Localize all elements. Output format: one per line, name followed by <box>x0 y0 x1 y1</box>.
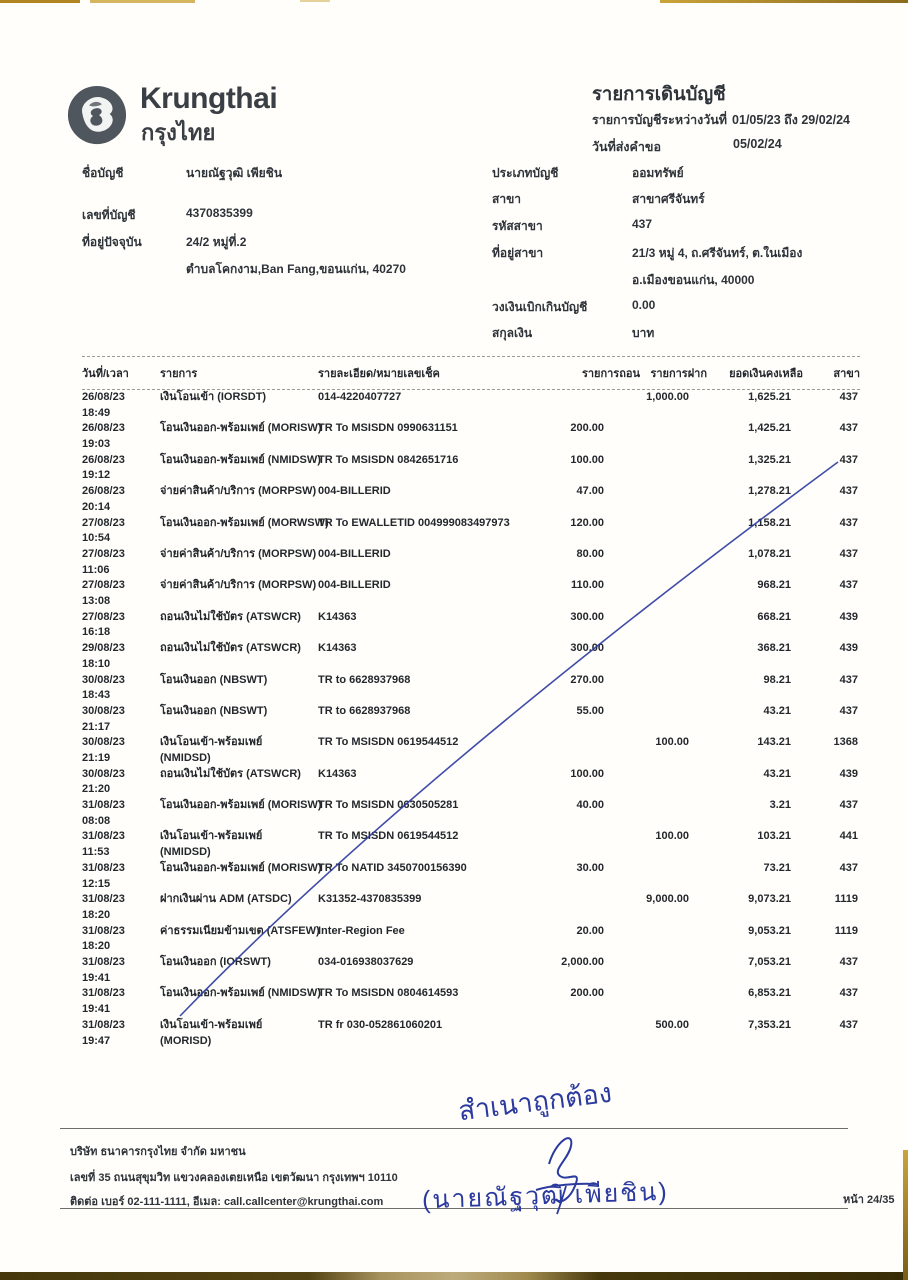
account-address-label: ที่อยู่ปัจจุบัน <box>82 235 142 249</box>
txn-description-2: (NMIDSD) <box>160 846 211 859</box>
txn-withdrawal: 200.00 <box>570 987 604 1000</box>
txn-branch: 437 <box>839 579 858 592</box>
txn-branch: 437 <box>839 987 858 1000</box>
transaction-table <box>82 356 860 1049</box>
txn-description: ฝากเงินผ่าน ADM (ATSDC) <box>160 893 292 906</box>
txn-description: เงินโอนเข้า (IORSDT) <box>160 391 267 403</box>
txn-branch: 437 <box>839 547 858 560</box>
currency-label: สกุลเงิน <box>492 326 533 340</box>
txn-date: 27/08/23 <box>82 547 125 560</box>
transaction-row <box>82 516 860 547</box>
transaction-row <box>82 390 860 421</box>
txn-balance: 1,078.21 <box>748 547 791 560</box>
currency-row <box>492 324 654 343</box>
transaction-row <box>82 767 860 798</box>
txn-balance: 7,353.21 <box>748 1018 791 1031</box>
account-address-line1: 24/2 หมู่ที่.2 <box>186 235 247 249</box>
txn-balance: 43.21 <box>763 767 791 780</box>
transaction-row <box>82 1018 860 1049</box>
footer-address: เลขที่ 35 ถนนสุขุมวิท แขวงคลองเตยเหนือ เขตวัฒนา กรุงเทพฯ 10110 <box>70 1172 398 1184</box>
txn-detail: 004-BILLERID <box>318 547 391 560</box>
txn-time: 11:06 <box>82 563 110 576</box>
txn-branch: 437 <box>839 485 858 498</box>
txn-date: 31/08/23 <box>82 924 125 937</box>
txn-detail: TR To NATID 3450700156390 <box>318 861 467 874</box>
transaction-row <box>82 798 860 829</box>
txn-detail: 004-BILLERID <box>318 485 391 498</box>
txn-branch: 437 <box>839 704 858 717</box>
txn-balance: 7,053.21 <box>748 956 791 969</box>
txn-detail: TR To MSISDN 0842651716 <box>318 453 459 466</box>
txn-balance: 9,073.21 <box>748 893 791 906</box>
txn-branch: 441 <box>839 830 858 843</box>
txn-detail: TR To MSISDN 0990631151 <box>318 422 458 435</box>
txn-detail: K31352-4370835399 <box>318 893 422 906</box>
account-name-label: ชื่อบัญชี <box>82 166 124 180</box>
footer-contact: ติดต่อ เบอร์ 02-111-1111, อีเมล: call.callcenter@krungthai.com <box>70 1196 384 1208</box>
txn-balance: 73.21 <box>763 861 791 874</box>
txn-deposit: 500.00 <box>655 1018 689 1031</box>
txn-time: 18:43 <box>82 689 111 702</box>
transaction-row <box>82 610 860 641</box>
txn-branch: 437 <box>839 799 858 812</box>
txn-detail: TR to 6628937968 <box>318 704 411 717</box>
txn-withdrawal: 110.00 <box>570 579 604 592</box>
txn-withdrawal: 80.00 <box>576 547 604 560</box>
txn-description: โอนเงินออก-พร้อมเพย์ (NMIDSW) <box>160 453 321 466</box>
account-type-value: ออมทรัพย์ <box>632 166 684 180</box>
txn-time: 18:20 <box>82 908 111 921</box>
account-type-label: ประเภทบัญชี <box>492 166 559 180</box>
txn-date: 26/08/23 <box>82 422 125 435</box>
branch-code-value: 437 <box>632 217 653 231</box>
txn-date: 30/08/23 <box>82 704 125 717</box>
txn-date: 30/08/23 <box>82 736 125 749</box>
txn-description: เงินโอนเข้า-พร้อมเพย์ <box>160 830 263 843</box>
txn-description: ถอนเงินไม่ใช้บัตร (ATSWCR) <box>160 767 301 780</box>
transaction-row <box>82 955 860 986</box>
txn-time: 08:08 <box>82 814 111 827</box>
txn-detail: TR fr 030-052861060201 <box>318 1018 443 1031</box>
txn-time: 18:10 <box>82 657 111 670</box>
txn-balance: 368.21 <box>757 642 791 655</box>
transaction-row <box>82 924 860 955</box>
txn-description-2: (MORISD) <box>160 1034 212 1047</box>
txn-time: 18:20 <box>82 940 111 953</box>
txn-description: โอนเงินออก-พร้อมเพย์ (MORISW) <box>160 861 322 874</box>
txn-date: 30/08/23 <box>82 673 125 686</box>
handwritten-signed-name: (นายณัฐวุฒิ เพียชิน) <box>421 1177 670 1215</box>
txn-time: 19:03 <box>82 438 111 451</box>
txn-description: โอนเงินออก (NBSWT) <box>160 704 268 717</box>
txn-balance: 6,853.21 <box>748 987 791 1000</box>
scan-edge-artifact <box>0 0 80 3</box>
txn-date: 27/08/23 <box>82 610 125 623</box>
txn-time: 13:08 <box>82 595 111 608</box>
txn-balance: 9,053.21 <box>748 924 791 937</box>
txn-time: 12:15 <box>82 877 111 890</box>
branch-label: สาขา <box>492 192 522 206</box>
txn-time: 16:18 <box>82 626 111 639</box>
txn-date: 29/08/23 <box>82 642 125 655</box>
transaction-row <box>82 892 860 923</box>
col-header-withdrawal: รายการถอน <box>581 368 640 380</box>
request-date-value: 05/02/24 <box>733 137 782 151</box>
krungthai-logo-icon <box>66 84 128 146</box>
txn-deposit: 100.00 <box>655 736 689 749</box>
txn-time: 18:49 <box>82 406 111 419</box>
txn-deposit: 9,000.00 <box>646 893 689 906</box>
txn-description: โอนเงินออก-พร้อมเพย์ (NMIDSW) <box>160 987 321 1000</box>
account-number-label: เลขที่บัญชี <box>82 208 136 222</box>
txn-date: 27/08/23 <box>82 516 125 529</box>
request-date-label: วันที่ส่งคำขอ <box>592 140 661 154</box>
txn-branch: 437 <box>839 673 858 686</box>
txn-description: จ่ายค่าสินค้า/บริการ (MORPSW) <box>160 579 317 592</box>
txn-time: 10:54 <box>82 532 111 545</box>
txn-deposit: 100.00 <box>655 830 689 843</box>
txn-date: 31/08/23 <box>82 1018 125 1031</box>
branch-code-label: รหัสสาขา <box>492 219 543 233</box>
account-address-line2: ตำบลโคกงาม,Ban Fang,ขอนแก่น, 40270 <box>186 262 406 276</box>
scan-edge-artifact <box>300 0 330 2</box>
txn-withdrawal: 300.00 <box>570 610 604 623</box>
col-header-detail: รายละเอียด/หมายเลขเช็ค <box>318 368 440 380</box>
col-header-branch: สาขา <box>833 368 860 380</box>
txn-time: 21:17 <box>82 720 111 733</box>
txn-branch: 1119 <box>834 924 858 937</box>
txn-withdrawal: 47.00 <box>576 485 604 498</box>
txn-withdrawal: 270.00 <box>570 673 604 686</box>
branch-row <box>492 190 705 209</box>
txn-detail: 004-BILLERID <box>318 579 391 592</box>
txn-withdrawal: 30.00 <box>576 861 604 874</box>
bank-name-th: กรุงไทย <box>141 120 216 145</box>
txn-branch: 439 <box>839 767 858 780</box>
transaction-rows <box>82 390 860 1049</box>
txn-balance: 968.21 <box>757 579 791 592</box>
txn-balance: 1,325.21 <box>748 453 791 466</box>
branch-address-line1: 21/3 หมู่ 4, ถ.ศรีจันทร์, ต.ในเมือง <box>632 246 803 260</box>
transaction-row <box>82 484 860 515</box>
handwritten-certified-copy: สำเนาถูกต้อง <box>456 1077 614 1127</box>
txn-branch: 439 <box>839 642 858 655</box>
txn-date: 26/08/23 <box>82 453 125 466</box>
transaction-row <box>82 673 860 704</box>
txn-date: 31/08/23 <box>82 956 125 969</box>
account-number-row <box>82 206 253 225</box>
transaction-row <box>82 641 860 672</box>
txn-detail: TR To MSISDN 0630505281 <box>318 799 459 812</box>
overdraft-value: 0.00 <box>632 298 656 312</box>
transaction-row <box>82 578 860 609</box>
statement-title: รายการเดินบัญชี <box>592 83 726 104</box>
txn-withdrawal: 20.00 <box>576 924 604 937</box>
branch-address-row <box>492 244 802 263</box>
txn-branch: 437 <box>839 453 858 466</box>
txn-branch: 437 <box>839 422 858 435</box>
txn-detail: TR To MSISDN 0619544512 <box>318 736 459 749</box>
txn-date: 27/08/23 <box>82 579 125 592</box>
txn-date: 26/08/23 <box>82 391 125 403</box>
footer-top-rule <box>60 1128 848 1129</box>
txn-detail: Inter-Region Fee <box>318 924 405 937</box>
statement-period-value: 01/05/23 ถึง 29/02/24 <box>732 113 850 127</box>
txn-time: 19:41 <box>82 1003 111 1016</box>
txn-balance: 98.21 <box>763 673 791 686</box>
txn-detail: TR To EWALLETID 004999083497973 <box>318 516 510 529</box>
account-number-value: 4370835399 <box>186 206 253 220</box>
branch-value: สาขาศรีจันทร์ <box>632 192 705 206</box>
txn-detail: TR To MSISDN 0804614593 <box>318 987 459 1000</box>
txn-detail: 034-016938037629 <box>318 956 414 969</box>
txn-withdrawal: 200.00 <box>570 422 604 435</box>
transaction-row <box>82 421 860 452</box>
txn-time: 21:20 <box>82 783 111 796</box>
statement-request-date <box>592 137 782 157</box>
txn-time: 11:53 <box>82 846 110 859</box>
txn-detail: K14363 <box>318 642 357 655</box>
statement-period <box>592 110 850 130</box>
txn-detail: TR to 6628937968 <box>318 673 411 686</box>
txn-balance: 143.21 <box>757 736 791 749</box>
col-header-date-time: วันที่/เวลา <box>82 368 129 380</box>
txn-description: จ่ายค่าสินค้า/บริการ (MORPSW) <box>160 547 317 560</box>
txn-description: ถอนเงินไม่ใช้บัตร (ATSWCR) <box>160 610 301 623</box>
txn-branch: 1119 <box>834 893 858 906</box>
txn-branch: 437 <box>839 516 858 529</box>
txn-balance: 43.21 <box>763 704 791 717</box>
table-header-row <box>82 356 860 390</box>
page-number: หน้า 24/35 <box>843 1194 895 1206</box>
transaction-row <box>82 547 860 578</box>
currency-value: บาท <box>632 326 655 340</box>
txn-time: 19:47 <box>82 1034 111 1047</box>
txn-description: โอนเงินออก-พร้อมเพย์ (MORISW) <box>160 799 322 812</box>
statement-period-label: รายการบัญชีระหว่างวันที่ <box>592 113 728 127</box>
branch-address-label: ที่อยู่สาขา <box>492 246 544 260</box>
txn-description: ถอนเงินไม่ใช้บัตร (ATSWCR) <box>160 642 301 655</box>
txn-withdrawal: 300.00 <box>570 642 604 655</box>
txn-date: 31/08/23 <box>82 830 125 843</box>
txn-branch: 437 <box>839 391 858 403</box>
txn-balance: 1,425.21 <box>748 422 791 435</box>
txn-description: เงินโอนเข้า-พร้อมเพย์ <box>160 1018 263 1031</box>
scan-edge-artifact <box>660 0 908 3</box>
txn-time: 21:19 <box>82 751 111 764</box>
txn-description: โอนเงินออก-พร้อมเพย์ (MORWSW) <box>160 516 329 529</box>
txn-detail: TR To MSISDN 0619544512 <box>318 830 459 843</box>
scan-edge-artifact <box>903 1150 908 1280</box>
txn-withdrawal: 40.00 <box>576 799 604 812</box>
txn-description: เงินโอนเข้า-พร้อมเพย์ <box>160 736 263 749</box>
branch-address-row2 <box>632 271 754 290</box>
txn-balance: 668.21 <box>757 610 791 623</box>
transaction-row <box>82 704 860 735</box>
txn-date: 30/08/23 <box>82 767 125 780</box>
transaction-row <box>82 986 860 1017</box>
transaction-row <box>82 735 860 766</box>
scan-edge-artifact <box>90 0 195 3</box>
txn-balance: 1,158.21 <box>748 516 791 529</box>
account-name-row <box>82 164 282 183</box>
txn-time: 19:41 <box>82 971 111 984</box>
bank-name-en: Krungthai <box>140 82 278 115</box>
txn-description: โอนเงินออก-พร้อมเพย์ (MORISW) <box>160 422 322 435</box>
txn-withdrawal: 120.00 <box>570 516 604 529</box>
txn-date: 31/08/23 <box>82 987 125 1000</box>
txn-withdrawal: 100.00 <box>570 767 604 780</box>
txn-branch: 437 <box>839 956 858 969</box>
col-header-description: รายการ <box>160 368 198 380</box>
txn-date: 31/08/23 <box>82 861 125 874</box>
txn-time: 19:12 <box>82 469 111 482</box>
scan-edge-artifact <box>0 1272 908 1280</box>
col-header-balance: ยอดเงินคงเหลือ <box>729 368 803 380</box>
txn-detail: K14363 <box>318 767 357 780</box>
transaction-row <box>82 829 860 860</box>
overdraft-row <box>492 298 655 317</box>
txn-balance: 1,625.21 <box>748 391 791 403</box>
txn-description: โอนเงินออก (NBSWT) <box>160 673 268 686</box>
txn-description: จ่ายค่าสินค้า/บริการ (MORPSW) <box>160 485 317 498</box>
transaction-row <box>82 861 860 892</box>
txn-withdrawal: 2,000.00 <box>561 956 604 969</box>
txn-detail: K14363 <box>318 610 357 623</box>
txn-time: 20:14 <box>82 500 111 513</box>
branch-code-row <box>492 217 652 236</box>
txn-description-2: (NMIDSD) <box>160 751 211 764</box>
txn-balance: 3.21 <box>769 799 791 812</box>
branch-address-line2: อ.เมืองขอนแก่น, 40000 <box>632 273 755 287</box>
account-address-row <box>82 233 246 252</box>
txn-balance: 1,278.21 <box>748 485 791 498</box>
account-type-row <box>492 164 684 183</box>
txn-detail: 014-4220407727 <box>318 391 402 403</box>
txn-withdrawal: 100.00 <box>570 453 604 466</box>
footer-company: บริษัท ธนาคารกรุงไทย จำกัด มหาชน <box>70 1146 246 1158</box>
txn-date: 31/08/23 <box>82 893 125 906</box>
txn-date: 31/08/23 <box>82 799 125 812</box>
txn-branch: 1368 <box>833 736 858 749</box>
txn-date: 26/08/23 <box>82 485 125 498</box>
transaction-row <box>82 453 860 484</box>
account-address-row2 <box>186 260 406 279</box>
txn-branch: 437 <box>839 1018 858 1031</box>
txn-branch: 439 <box>839 610 858 623</box>
txn-description: ค่าธรรมเนียมข้ามเขต (ATSFEW) <box>160 924 320 937</box>
txn-withdrawal: 55.00 <box>576 704 604 717</box>
txn-branch: 437 <box>839 861 858 874</box>
overdraft-label: วงเงินเบิกเกินบัญชี <box>492 300 588 314</box>
account-name-value: นายณัฐวุฒิ เพียชิน <box>186 166 283 180</box>
txn-description: โอนเงินออก (IORSWT) <box>160 956 271 969</box>
txn-balance: 103.21 <box>757 830 791 843</box>
txn-deposit: 1,000.00 <box>646 391 689 403</box>
col-header-deposit: รายการฝาก <box>650 368 707 380</box>
